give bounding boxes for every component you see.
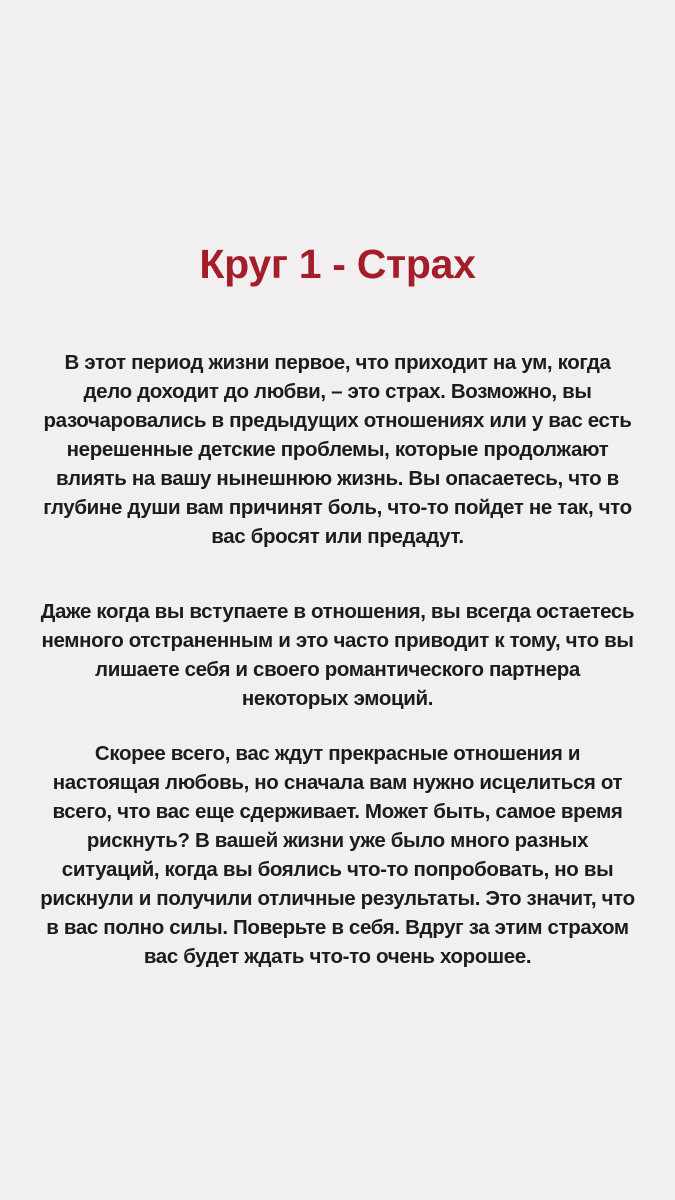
paragraph-fear-intro: В этот период жизни первое, что приходит на ум, когда дело доходит до любви, – это страх. Возможно, вы разочаровались в предыдущих отношениях или у вас есть нерешенные детские проблемы, которые продолжают влиять на вашу нынешнюю жизнь. Вы опасаетесь, что в глубине души вам причинят боль, что-то пойдет не так, что вас бросят или предадут. [43, 351, 632, 548]
paragraph-encouragement: Скорее всего, вас ждут прекрасные отношения и настоящая любовь, но сначала вам нужно исцелиться от всего, что вас еще сдерживает. Может быть, самое время рискнуть? В вашей жизни уже было много разных ситуаций, когда вы боялись что-то попробовать, но вы рискнули и получили отличные результаты. Это значит, что в вас полно силы. Поверьте в себя. Вдруг за этим страхом вас будет ждать что-то очень хорошее. [40, 742, 635, 968]
paragraph-detachment: Даже когда вы вступаете в отношения, вы всегда остаетесь немного отстраненным и это часто приводит к тому, что вы лишаете себя и своего романтического партнера некоторых эмоций. [40, 600, 635, 710]
page-title: Круг 1 - Страх [199, 241, 476, 287]
